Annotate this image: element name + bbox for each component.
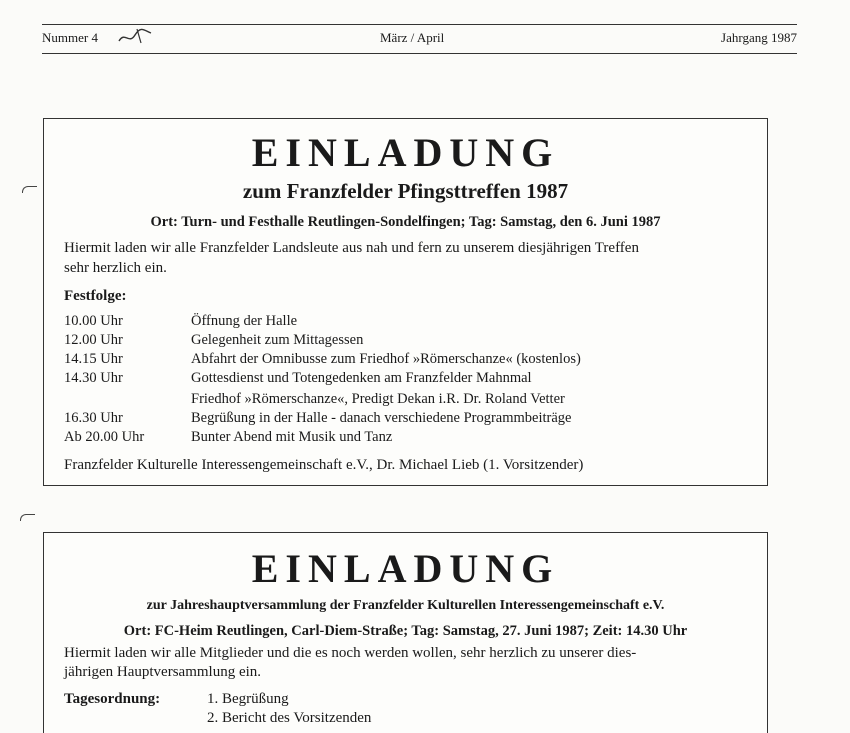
handwritten-check-icon xyxy=(117,27,153,47)
issue-number: Nummer 4 xyxy=(42,30,98,45)
program-row xyxy=(64,313,297,330)
invitation-title: EINLADUNG xyxy=(251,130,560,175)
program-item: Begrüßung in der Halle - danach verschiedene Programmbeiträge xyxy=(191,410,572,426)
agenda-item: 1. Begrüßung xyxy=(207,691,289,707)
program-time: 10.00 Uhr xyxy=(64,313,123,329)
program-row xyxy=(64,351,581,368)
program-item: Gelegenheit zum Mittagessen xyxy=(191,332,364,348)
program-row xyxy=(64,370,532,387)
invitation-assembly-box xyxy=(43,532,768,733)
program-item: Abfahrt der Omnibusse zum Friedhof »Römerschanze« (kostenlos) xyxy=(191,351,581,367)
punch-mark xyxy=(22,186,37,193)
program-row xyxy=(64,410,571,427)
location-date-line: Ort: FC-Heim Reutlingen, Carl-Diem-Straße; Tag: Samstag, 27. Juni 1987; Zeit: 14.30 Uhr xyxy=(123,623,688,639)
intro-text-line: jährigen Hauptversammlung ein. xyxy=(64,664,262,680)
program-row xyxy=(64,429,392,446)
program-item: Gottesdienst und Totengedenken am Franzfelder Mahnmal xyxy=(191,370,532,386)
punch-mark xyxy=(20,514,35,521)
issue-period: März / April xyxy=(380,30,445,45)
agenda-item: 2. Bericht des Vorsitzenden xyxy=(207,710,372,726)
newsletter-header xyxy=(42,24,797,54)
invitation-subtitle: zur Jahreshauptversammlung der Franzfelder Kulturellen Interessengemeinschaft e.V. xyxy=(146,598,665,613)
intro-text-line: Hiermit laden wir alle Mitglieder und die es noch werden wollen, sehr herzlich zu unserer dies- xyxy=(64,645,637,661)
program-time: 12.00 Uhr xyxy=(64,332,123,348)
program-time: 16.30 Uhr xyxy=(64,410,123,426)
volume-year: Jahrgang 1987 xyxy=(721,30,797,45)
program-row xyxy=(64,391,565,408)
location-date-line: Ort: Turn- und Festhalle Reutlingen-Sondelfingen; Tag: Samstag, den 6. Juni 1987 xyxy=(150,214,661,230)
program-time: Ab 20.00 Uhr xyxy=(64,429,145,445)
invitation-title: EINLADUNG xyxy=(251,546,560,591)
program-item: Friedhof »Römerschanze«, Predigt Dekan i.R. Dr. Roland Vetter xyxy=(191,391,565,407)
program-heading: Festfolge: xyxy=(64,288,127,304)
program-item: Bunter Abend mit Musik und Tanz xyxy=(191,429,393,445)
signature-line: Franzfelder Kulturelle Interessengemeinschaft e.V., Dr. Michael Lieb (1. Vorsitzender) xyxy=(64,457,584,473)
invitation-pentecost-box xyxy=(43,118,768,486)
program-item: Öffnung der Halle xyxy=(191,313,298,329)
intro-text-line: Hiermit laden wir alle Franzfelder Landsleute aus nah und fern zu unserem diesjährigen Treffen xyxy=(64,240,639,256)
intro-text-line: sehr herzlich ein. xyxy=(64,260,167,276)
program-time: 14.15 Uhr xyxy=(64,351,123,367)
agenda-heading: Tagesordnung: xyxy=(64,691,161,707)
program-time: 14.30 Uhr xyxy=(64,370,123,386)
program-row xyxy=(64,332,363,349)
invitation-subtitle: zum Franzfelder Pfingsttreffen 1987 xyxy=(242,179,569,203)
